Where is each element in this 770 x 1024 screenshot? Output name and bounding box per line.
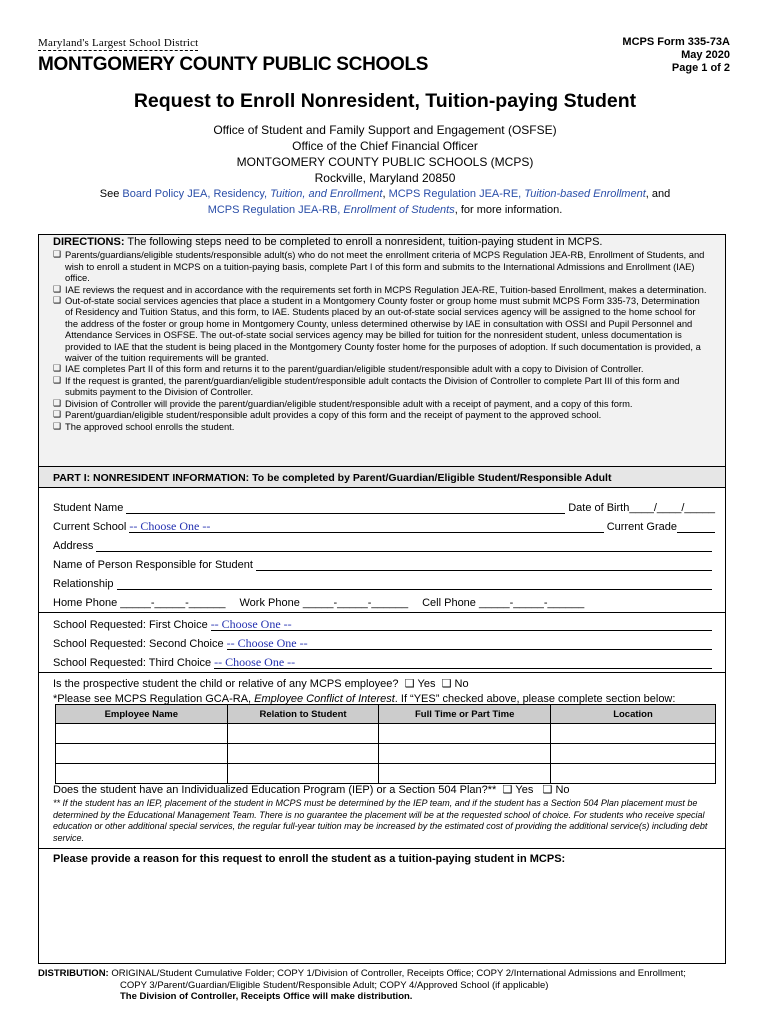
distribution-label: DISTRIBUTION: bbox=[38, 968, 109, 979]
office-block bbox=[0, 122, 770, 186]
address-label: Address bbox=[53, 540, 94, 552]
current-grade-field[interactable] bbox=[677, 519, 715, 533]
home-phone-label: Home Phone bbox=[53, 597, 118, 609]
iep-no-label: No bbox=[555, 784, 570, 796]
checkbox-icon: ❑ bbox=[53, 374, 62, 385]
second-choice-select[interactable]: -- Choose One -- bbox=[227, 636, 712, 650]
direction-item: ❑ The approved school enrolls the student. bbox=[53, 420, 235, 432]
checkbox-icon[interactable]: ❑ bbox=[502, 784, 513, 796]
cell-phone-label: Cell Phone bbox=[422, 597, 476, 609]
part1-fields bbox=[38, 488, 726, 848]
regulation-jea-re-link[interactable]: MCPS Regulation JEA-RE, Tuition-based Enrollment bbox=[388, 188, 646, 200]
time-header: Full Time or Part Time bbox=[379, 705, 551, 724]
board-policy-link[interactable]: Board Policy JEA, Residency, Tuition, and Enrollment bbox=[122, 188, 383, 200]
direction-item: ❑ If the request is granted, the parent/guardian/eligible student/responsible adult contacts the Division of Controller to complete Part III of this form and submits payment to the Division of Controller. bbox=[53, 374, 680, 398]
policy-references: See Board Policy JEA, Residency, Tuition, and Enrollment, MCPS Regulation JEA-RE, Tuition-based Enrollment, and MCPS Regulation JEA-RB, Enrollment of Students, for more information. bbox=[99, 188, 671, 216]
employee-no-label: No bbox=[454, 678, 469, 690]
checkbox-icon: ❑ bbox=[53, 420, 62, 431]
responsible-person-field[interactable] bbox=[256, 557, 712, 571]
table-row bbox=[56, 724, 716, 744]
checkbox-icon[interactable]: ❑ bbox=[441, 678, 452, 690]
student-name-field[interactable] bbox=[126, 500, 565, 514]
see-prefix: See bbox=[99, 188, 120, 200]
first-choice-select[interactable]: -- Choose One -- bbox=[211, 617, 712, 631]
divider bbox=[39, 612, 725, 613]
relationship-label: Relationship bbox=[53, 578, 114, 590]
employee-name-header: Employee Name bbox=[56, 705, 228, 724]
conflict-note: *Please see MCPS Regulation GCA-RA, Employee Conflict of Interest. If “YES” checked above, please complete section below: bbox=[53, 693, 676, 705]
current-grade-label: Current Grade bbox=[606, 521, 677, 533]
third-choice-label: School Requested: Third Choice bbox=[53, 657, 212, 669]
employee-table bbox=[55, 704, 716, 784]
checkbox-icon: ❑ bbox=[53, 363, 62, 374]
table-row bbox=[56, 744, 716, 764]
distribution-note: The Division of Controller, Receipts Office will make distribution. bbox=[120, 991, 413, 1002]
office-line: MONTGOMERY COUNTY PUBLIC SCHOOLS (MCPS) bbox=[236, 155, 534, 169]
district-name: MONTGOMERY COUNTY PUBLIC SCHOOLS bbox=[38, 54, 429, 75]
regulation-jea-rb-link[interactable]: MCPS Regulation JEA-RB, Enrollment of Students bbox=[207, 204, 455, 216]
first-choice-label: School Requested: First Choice bbox=[53, 619, 208, 631]
responsible-person-label: Name of Person Responsible for Student bbox=[53, 559, 253, 571]
form-identifier bbox=[622, 36, 730, 75]
checkbox-icon[interactable]: ❑ bbox=[542, 784, 553, 796]
form-date: May 2020 bbox=[681, 49, 730, 61]
office-line: Office of the Chief Financial Officer bbox=[292, 139, 478, 153]
part1-heading: PART I: NONRESIDENT INFORMATION: To be completed by Parent/Guardian/Eligible Student/Responsible Adult bbox=[38, 466, 726, 488]
distribution-line: ORIGINAL/Student Cumulative Folder; COPY 1/Division of Controller, Receipts Office; COPY 2/International Admissions and Enrollment; bbox=[111, 968, 686, 979]
relation-header: Relation to Student bbox=[227, 705, 379, 724]
employee-yes-label: Yes bbox=[417, 678, 436, 690]
distribution-block bbox=[38, 968, 738, 1003]
form-title: Request to Enroll Nonresident, Tuition-paying Student bbox=[133, 90, 637, 112]
reason-box[interactable] bbox=[38, 848, 726, 964]
iep-question: Does the student have an Individualized Education Program (IEP) or a Section 504 Plan?** bbox=[53, 784, 497, 796]
work-phone-label: Work Phone bbox=[239, 597, 300, 609]
student-name-label: Student Name bbox=[53, 502, 124, 514]
office-line: Office of Student and Family Support and Engagement (OSFSE) bbox=[213, 123, 557, 137]
iep-yes-label: Yes bbox=[515, 784, 534, 796]
direction-item: ❑ IAE reviews the request and in accordance with the requirements set forth in MCPS Regulation JEA-RE, Tuition-based Enrollment, makes a determination. bbox=[53, 283, 707, 295]
employee-question: Is the prospective student the child or relative of any MCPS employee? bbox=[53, 678, 399, 690]
direction-item: ❑ IAE completes Part II of this form and returns it to the parent/guardian/eligible student/responsible adult with a copy to Division of Controller. bbox=[53, 363, 644, 375]
cell-phone-field[interactable]: _____-_____-______ bbox=[479, 597, 585, 609]
direction-item: ❑ Division of Controller will provide the parent/guardian/eligible student/responsible adult with a receipt of payment, and a copy of this form. bbox=[53, 397, 633, 409]
current-school-select[interactable]: -- Choose One -- bbox=[129, 519, 603, 533]
direction-item: ❑ Parents/guardians/eligible students/responsible adult(s) who do not meet the enrollment criteria of MCPS Regulation JEA-RB, Enrollment of Students, and wish to enroll a student in MCPS on a tuition-paying basis, complete Part I of this form and submits to the International Admissions and Enrollment (IAE) office. bbox=[53, 249, 705, 284]
dob-field[interactable]: ____/____/_____ bbox=[629, 502, 715, 514]
address-field[interactable] bbox=[96, 538, 712, 552]
page-number: Page 1 of 2 bbox=[671, 62, 730, 74]
work-phone-field[interactable]: _____-_____-______ bbox=[302, 597, 409, 609]
divider bbox=[39, 672, 725, 673]
checkbox-icon[interactable]: ❑ bbox=[404, 678, 415, 690]
directions-intro: The following steps need to be completed to enroll a nonresident, tuition-paying student in MCPS. bbox=[127, 236, 603, 248]
office-line: Rockville, Maryland 20850 bbox=[314, 171, 456, 185]
checkbox-icon: ❑ bbox=[53, 397, 62, 408]
current-school-label: Current School bbox=[53, 521, 127, 533]
home-phone-field[interactable]: _____-_____-______ bbox=[120, 597, 226, 609]
checkbox-icon: ❑ bbox=[53, 283, 62, 294]
location-header: Location bbox=[550, 705, 715, 724]
third-choice-select[interactable]: -- Choose One -- bbox=[214, 655, 712, 669]
district-tagline: Maryland's Largest School District bbox=[38, 37, 199, 49]
iep-note: ** If the student has an IEP, placement of the student in MCPS must be determined by the IEP team, and if the student has a Section 504 Plan placement must be determined by the Educational Management Team. There is no guarantee the placement will be at the requested school of choice. For students who receive special education or other additional special services, the regular full-year tuition may be increased by the estimated cost of providing the additional service(s) including debt service. bbox=[53, 798, 708, 843]
relationship-field[interactable] bbox=[117, 576, 712, 590]
directions-label: DIRECTIONS: bbox=[53, 236, 125, 248]
direction-item: ❑ Out-of-state social services agencies that place a student in a Montgomery County foster or group home must submit MCPS Form 335-73, Determination of Residency and Tuition Status, and this form, to IAE. Students placed by an out-of-state social services agency will be assigned to the home school for the address of the foster or group home in Montgomery County, unless determined otherwise by IAE in consultation with OSSI and Pupil Personnel and Attendance Services in OSFSE. The out-of-state social services agency may be billed for tuition for the nonresident student, unless documentation is provided to IAE that the student is being placed in the Montgomery County foster home for the purposes of adoption. If such documentation is provided, a waiver of the tuition requirements will be granted. bbox=[53, 295, 701, 364]
checkbox-icon: ❑ bbox=[53, 249, 62, 260]
dob-label: Date of Birth bbox=[568, 502, 630, 514]
form-number: MCPS Form 335-73A bbox=[622, 36, 730, 48]
distribution-line: COPY 3/Parent/Guardian/Eligible Student/Responsible Adult; COPY 4/Approved School (if applicable) bbox=[120, 979, 549, 991]
checkbox-icon: ❑ bbox=[53, 409, 62, 420]
reason-label: Please provide a reason for this request to enroll the student as a tuition-paying student in MCPS: bbox=[53, 853, 566, 865]
second-choice-label: School Requested: Second Choice bbox=[53, 638, 224, 650]
checkbox-icon: ❑ bbox=[53, 295, 62, 306]
directions-box bbox=[38, 234, 726, 467]
direction-item: ❑ Parent/guardian/eligible student/responsible adult provides a copy of this form and the receipt of payment to the approved school. bbox=[53, 409, 602, 421]
